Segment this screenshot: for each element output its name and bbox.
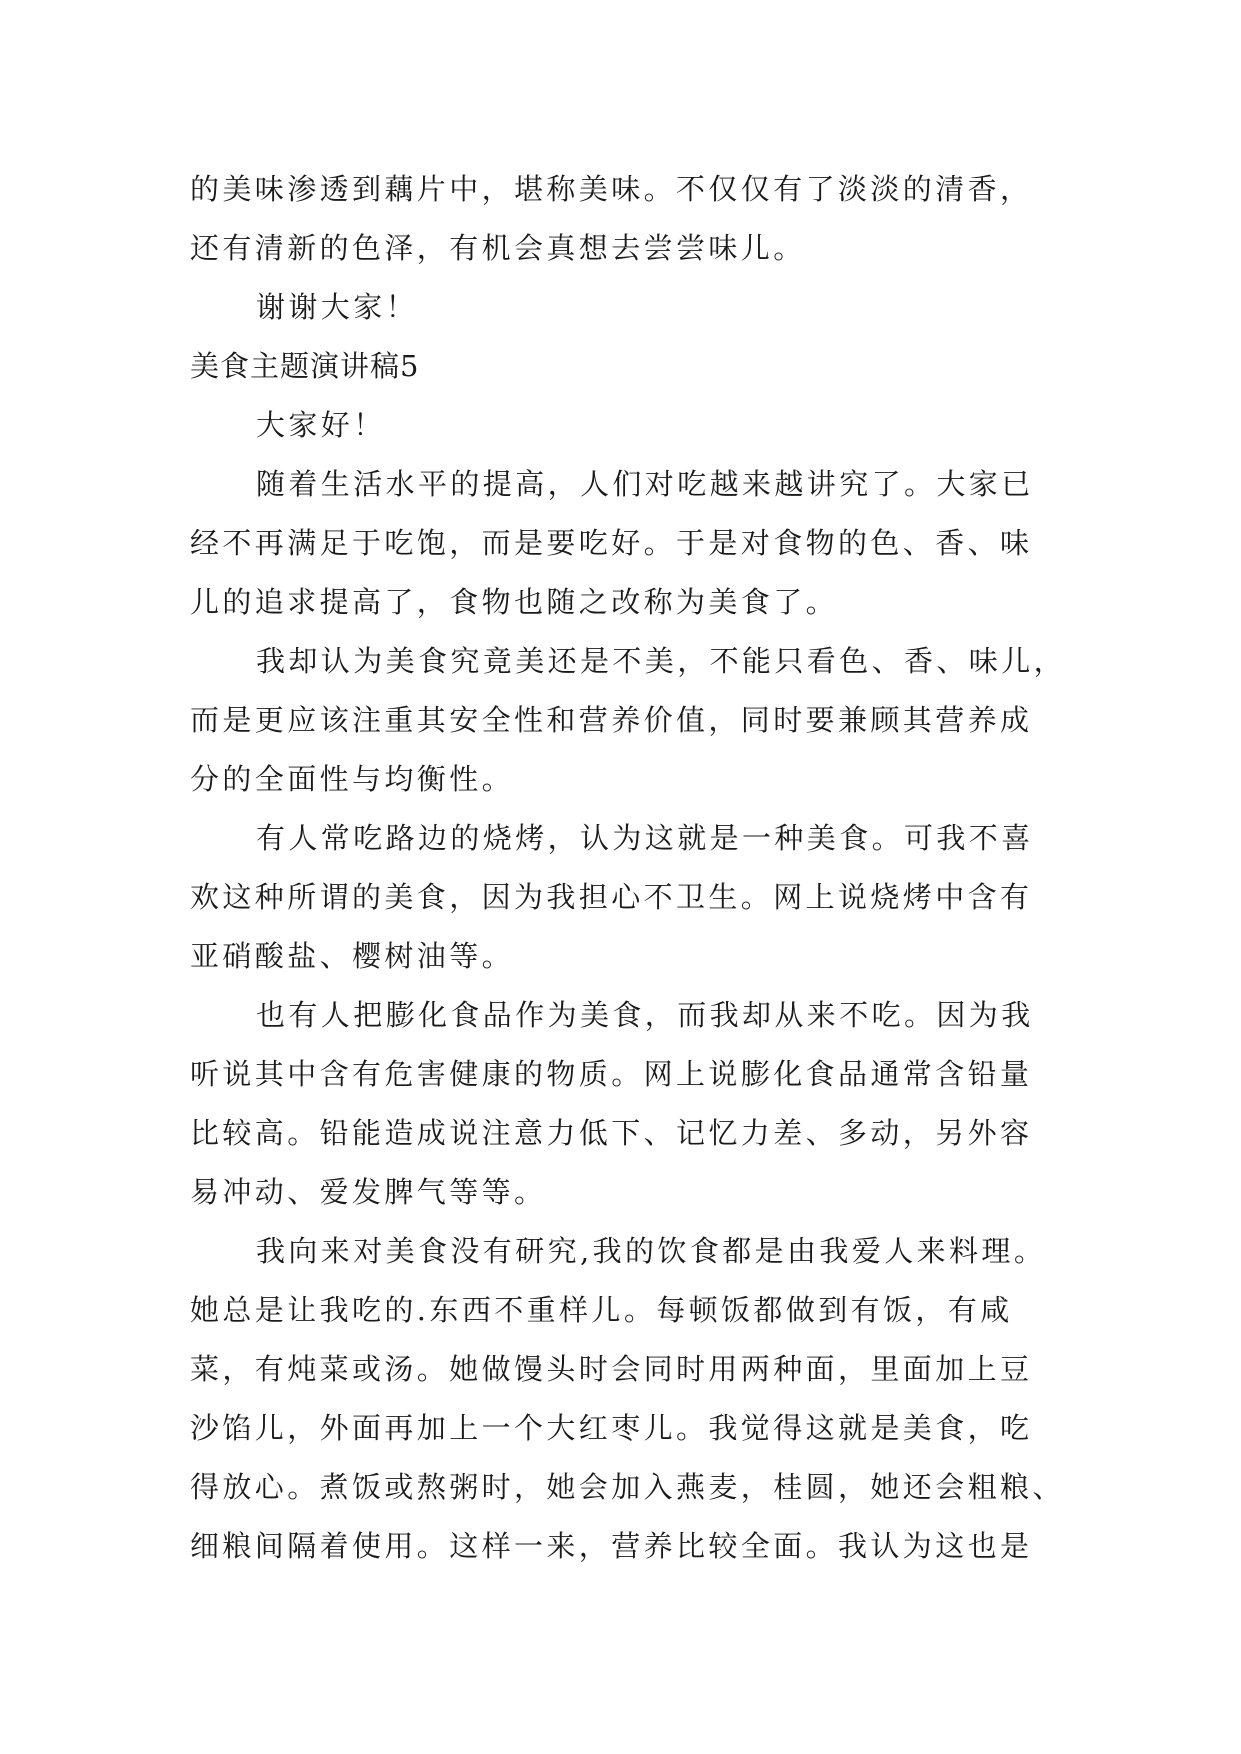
text-line: 易冲动、爱发脾气等等。 <box>190 1175 547 1209</box>
greeting-line: 大家好！ <box>256 408 386 442</box>
text-line: 听说其中含有危害健康的物质。网上说膨化食品通常含铅量 <box>190 1057 1033 1091</box>
text-line: 分的全面性与均衡性。 <box>190 762 515 796</box>
document-page <box>190 160 1067 1576</box>
text-line: 她总是让我吃的.东西不重样儿。每顿饭都做到有饭，有咸 <box>190 1293 1013 1327</box>
text-line: 也有人把膨化食品作为美食，而我却从来不吃。因为我 <box>256 998 1034 1032</box>
text-line: 儿的追求提高了，食物也随之改称为美食了。 <box>190 585 839 619</box>
text-line: 随着生活水平的提高，人们对吃越来越讲究了。大家已 <box>256 467 1034 501</box>
text-line: 经不再满足于吃饱，而是要吃好。于是对食物的色、香、味 <box>190 526 1033 560</box>
text-line: 菜，有炖菜或汤。她做馒头时会同时用两种面，里面加上豆 <box>190 1352 1033 1386</box>
text-line: 得放心。煮饭或熬粥时，她会加入燕麦，桂圆，她还会粗粮、 <box>190 1470 1065 1504</box>
text-line: 细粮间隔着使用。这样一来，营养比较全面。我认为这也是 <box>190 1529 1033 1563</box>
text-line: 沙馅儿，外面再加上一个大红枣儿。我觉得这就是美食，吃 <box>190 1411 1033 1445</box>
text-line: 亚硝酸盐、樱树油等。 <box>190 939 515 973</box>
text-line: 我向来对美食没有研究,我的饮食都是由我爱人来料理。 <box>256 1234 1047 1268</box>
text-line: 比较高。铅能造成说注意力低下、记忆力差、多动，另外容 <box>190 1116 1033 1150</box>
text-line: 而是更应该注重其安全性和营养价值，同时要兼顾其营养成 <box>190 703 1033 737</box>
text-line: 的美味渗透到藕片中，堪称美味。不仅仅有了淡淡的清香， <box>190 172 1033 206</box>
text-line: 还有清新的色泽，有机会真想去尝尝味儿。 <box>190 231 806 265</box>
text-line: 我却认为美食究竟美还是不美，不能只看色、香、味儿， <box>256 644 1067 678</box>
text-line: 欢这种所谓的美食，因为我担心不卫生。网上说烧烤中含有 <box>190 880 1033 914</box>
section-heading: 美食主题演讲稿5 <box>190 349 420 383</box>
closing-line: 谢谢大家！ <box>256 290 419 324</box>
text-line: 有人常吃路边的烧烤，认为这就是一种美食。可我不喜 <box>256 821 1034 855</box>
